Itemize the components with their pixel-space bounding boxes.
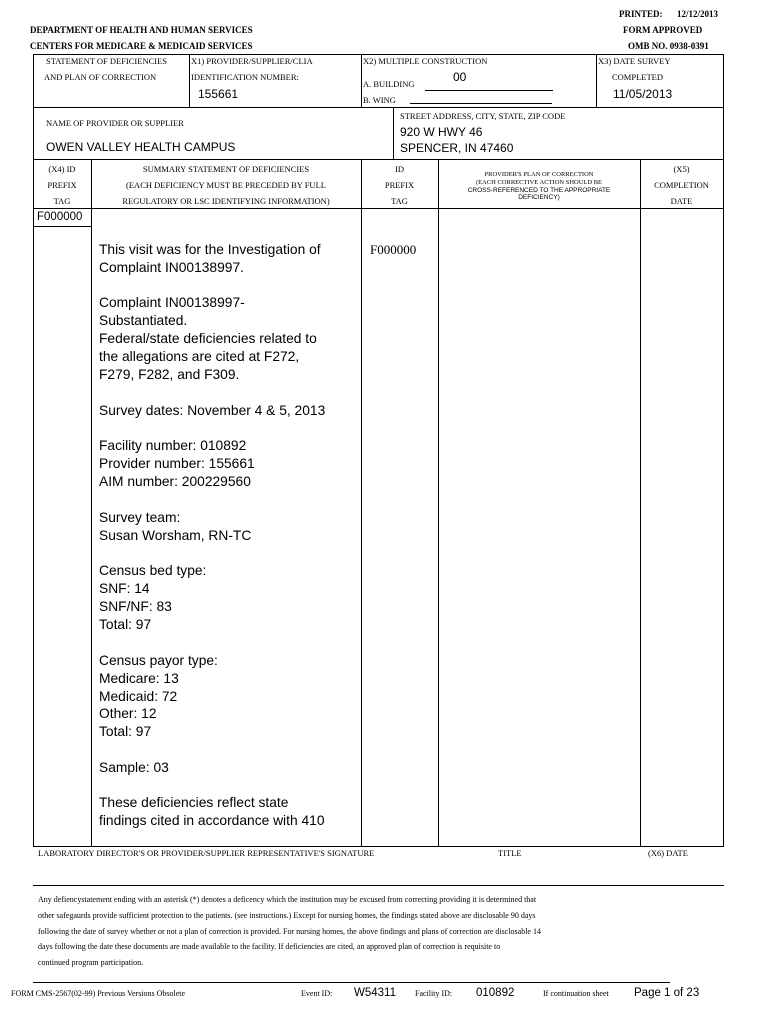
plan-header-3: CROSS-REFERENCED TO THE APPROPRIATE	[467, 187, 611, 194]
text-line: These deficiencies reflect state	[99, 795, 289, 810]
x5-label: (X5)	[673, 164, 690, 174]
notice-line: other safegaurds provide sufficient protection to the patients. (see instructions.) Except for nursing homes, the findings stated above are disclosable 90 days	[38, 911, 536, 920]
omb-number: OMB NO. 0938-0391	[628, 41, 709, 51]
plan-header-1: PROVIDER'S PLAN OF CORRECTION	[484, 171, 594, 178]
x3-label: X3) DATE SURVEY	[598, 56, 671, 66]
text-line: Provider number: 155661	[99, 456, 255, 471]
text-line: SNF: 14	[99, 581, 150, 596]
title-label: TITLE	[498, 848, 522, 858]
statement-label-1: STATEMENT OF DEFICIENCIES	[46, 56, 168, 66]
text-line: Federal/state deficiencies related to	[99, 331, 317, 346]
plan-header-2: (EACH CORRECTIVE ACTION SHOULD BE	[475, 179, 603, 186]
text-line: AIM number: 200229560	[99, 474, 251, 489]
x2-label: X2) MULTIPLE CONSTRUCTION	[363, 56, 488, 66]
text-line: Survey team:	[99, 510, 181, 525]
text-line: Substantiated.	[99, 313, 188, 328]
form-approved: FORM APPROVED	[623, 25, 703, 35]
summary-header-1: SUMMARY STATEMENT OF DEFICIENCIES	[142, 164, 310, 174]
provider-name-label: NAME OF PROVIDER OR SUPPLIER	[46, 118, 184, 128]
summary-header-3: REGULATORY OR LSC IDENTIFYING INFORMATION)	[122, 196, 330, 206]
signature-label: LABORATORY DIRECTOR'S OR PROVIDER/SUPPLIER REPRESENTATIVE'S SIGNATURE	[38, 848, 375, 858]
text-line: Total: 97	[99, 617, 152, 632]
text-line: This visit was for the Investigation of	[99, 242, 321, 257]
continuation-label: If continuation sheet	[543, 989, 609, 998]
facility-id-value: 010892	[476, 987, 515, 999]
text-line: Medicaid: 72	[99, 689, 178, 704]
prefix-tag: F000000	[37, 211, 83, 223]
department-title: DEPARTMENT OF HEALTH AND HUMAN SERVICES	[30, 25, 253, 35]
id-prefix-label: PREFIX	[384, 180, 415, 190]
x5-date-label: DATE	[670, 196, 693, 206]
x5-completion-label: COMPLETION	[654, 180, 709, 190]
id-label: ID	[395, 164, 404, 174]
centers-title: CENTERS FOR MEDICARE & MEDICAID SERVICES	[30, 41, 253, 51]
notice-line: Any defiencystatement ending with an asterisk (*) denotes a deficency which the institution may be excused from correcting providing it is determined that	[38, 895, 537, 904]
facility-id-label: Facility ID:	[415, 989, 453, 998]
x1-label-2: IDENTIFICATION NUMBER:	[191, 72, 299, 82]
notice-line: days following the date these documents are made available to the facility. If deficiencies are cited, an approved plan of correction is requisite to	[38, 942, 501, 951]
printed-label: PRINTED:	[619, 9, 663, 19]
building-value: 00	[453, 70, 467, 84]
wing-label: B. WING	[363, 95, 396, 105]
text-line: Complaint IN00138997.	[99, 260, 244, 275]
notice-line: following the date of survey whether or not a plan of correction is provided. For nursing homes, the above findings and plans of correction are disclosable 14	[38, 927, 541, 936]
address-label: STREET ADDRESS, CITY, STATE, ZIP CODE	[400, 111, 566, 121]
notice-line: continued program participation.	[38, 958, 144, 967]
text-line: findings cited in accordance with 410	[99, 813, 325, 828]
event-id-label: Event ID:	[301, 989, 333, 998]
text-line: Facility number: 010892	[99, 438, 247, 453]
text-line: Sample: 03	[99, 760, 169, 775]
text-line: Total: 97	[99, 724, 152, 739]
text-line: Census bed type:	[99, 563, 207, 578]
x4-id-label: (X4) ID	[48, 164, 76, 174]
x6-date-label: (X6) DATE	[648, 848, 688, 858]
text-line: F279, F282, and F309.	[99, 367, 240, 382]
form-number: FORM CMS-2567(02-99) Previous Versions Obsolete	[11, 989, 186, 998]
building-label: A. BUILDING	[363, 79, 415, 89]
x4-prefix-label: PREFIX	[47, 180, 77, 190]
text-line: Susan Worsham, RN-TC	[99, 528, 252, 543]
summary-header-2: (EACH DEFICIENCY MUST BE PRECEDED BY FULL	[126, 180, 326, 190]
statement-label-2: AND PLAN OF CORRECTION	[44, 72, 157, 82]
text-line: Complaint IN00138997-	[99, 295, 245, 310]
x4-tag-label: TAG	[53, 196, 71, 206]
date-survey-completed: 11/05/2013	[613, 87, 673, 101]
address-line-1: 920 W HWY 46	[400, 125, 483, 139]
provider-name-value: OWEN VALLEY HEALTH CAMPUS	[46, 140, 236, 154]
id-prefix-tag: F000000	[370, 242, 417, 257]
text-line: Survey dates: November 4 & 5, 2013	[99, 403, 326, 418]
x3-label-2: COMPLETED	[612, 72, 663, 82]
plan-header-4: DEFICIENCY)	[518, 194, 560, 201]
address-line-2: SPENCER, IN 47460	[400, 141, 514, 155]
text-line: Census payor type:	[99, 653, 218, 668]
text-line: Medicare: 13	[99, 671, 179, 686]
text-line: Other: 12	[99, 706, 157, 721]
event-id-value: W54311	[354, 987, 396, 999]
x1-label: X1) PROVIDER/SUPPLIER/CLIA	[191, 56, 313, 66]
text-line: the allegations are cited at F272,	[99, 349, 300, 364]
printed-date: 12/12/2013	[677, 9, 719, 19]
provider-id-value: 155661	[198, 87, 239, 101]
text-line: SNF/NF: 83	[99, 599, 172, 614]
id-tag-label: TAG	[391, 196, 408, 206]
page-number: Page 1 of 23	[634, 987, 700, 999]
